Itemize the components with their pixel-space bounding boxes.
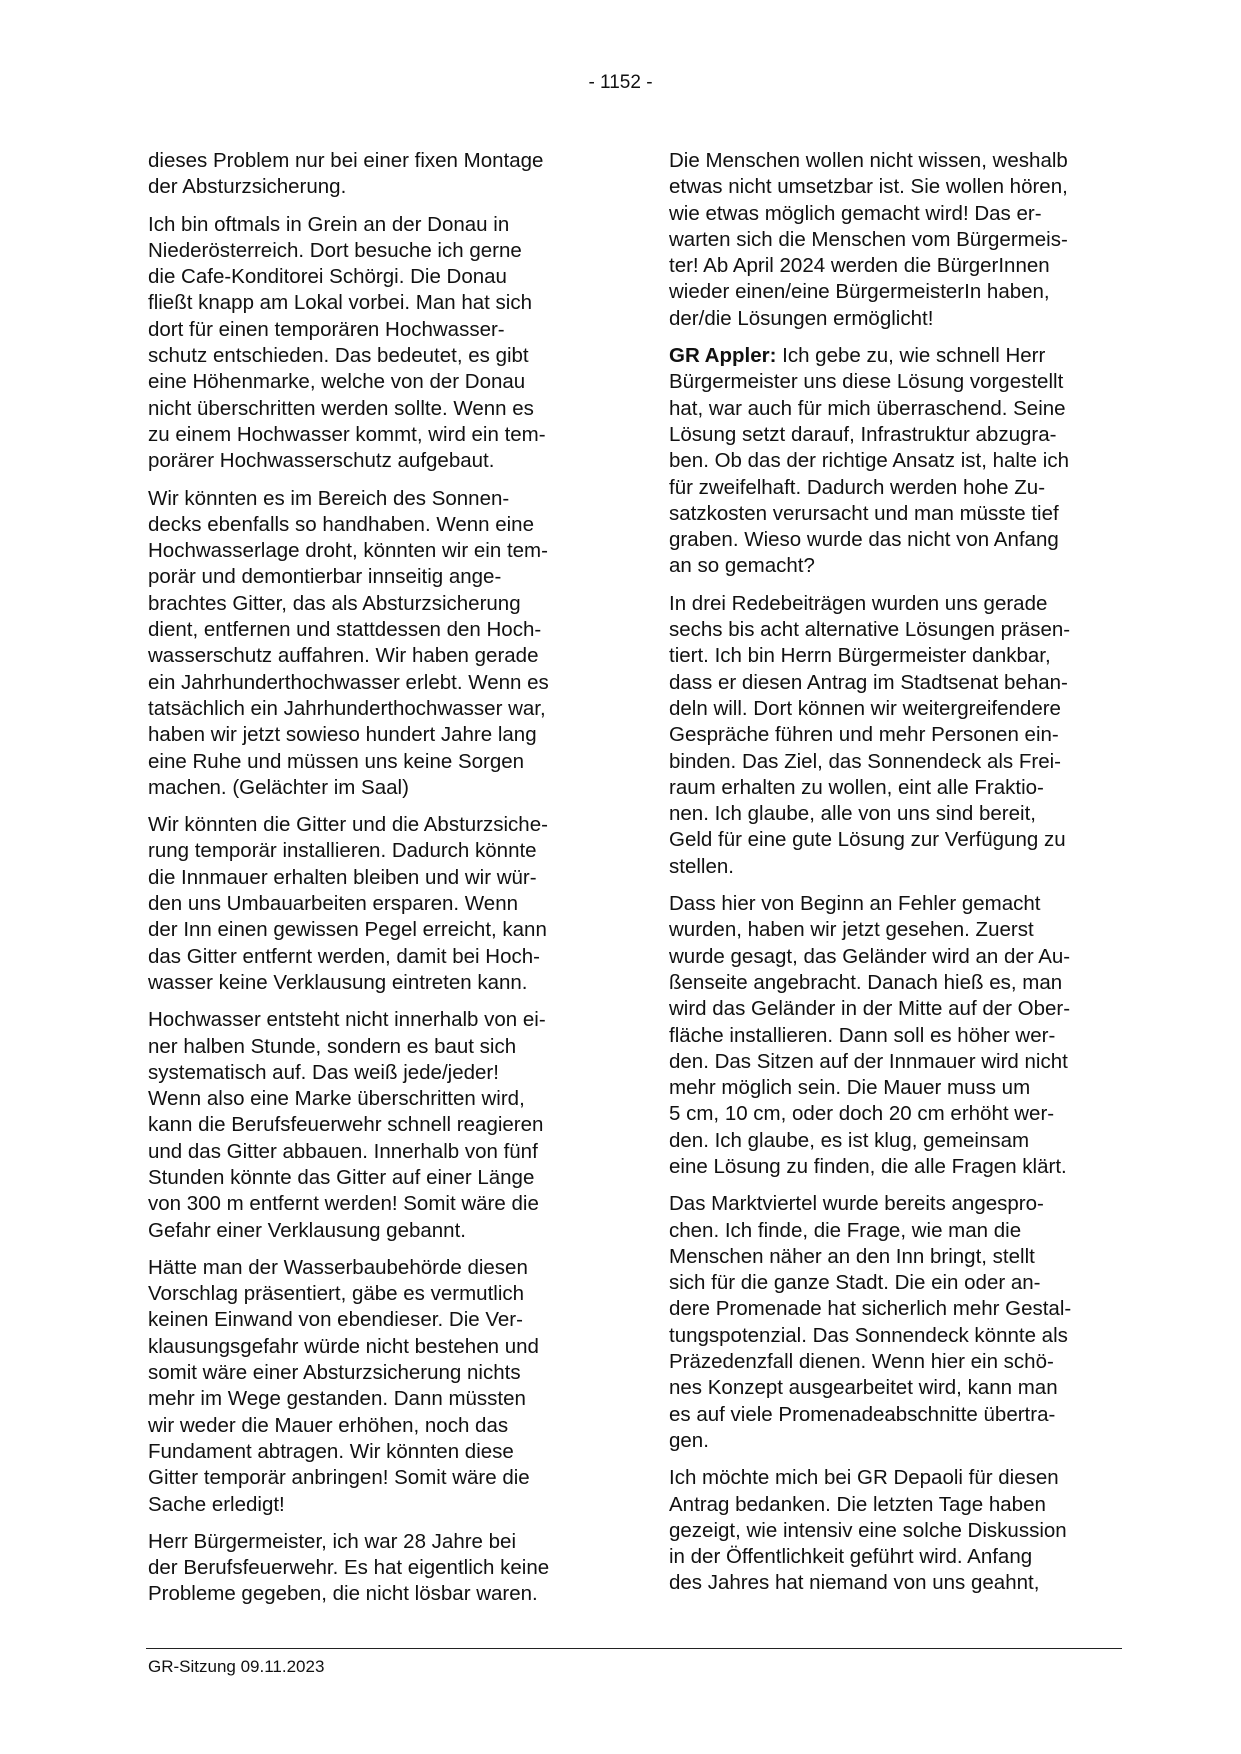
footer-divider <box>146 1648 1122 1649</box>
paragraph: dieses Problem nur bei einer fixen Montage der Absturzsicherung. <box>148 149 544 199</box>
speaker-paragraph <box>669 343 1121 580</box>
speaker-name: GR Appler: <box>669 344 777 368</box>
left-text-column <box>148 148 600 1619</box>
paragraph: Hochwasser entsteht nicht innerhalb von ei- ner halben Stunde, sondern es baut sich systematisch auf. Das weiß jede/jeder! Wenn also eine Marke überschritten wird, kann die Berufsfeuerwehr schnell reagieren und das Gitter abbauen. Innerhalb von fünf Stunden könnte das Gitter auf einer Länge von 300 m entfernt werden! Somit wäre die Gefahr einer Verklausung gebannt. <box>148 1008 546 1242</box>
paragraph: Herr Bürgermeister, ich war 28 Jahre bei der Berufsfeuerwehr. Es hat eigentlich keine Probleme gegeben, die nicht lösbar waren. <box>148 1529 550 1606</box>
paragraph: Hätte man der Wasserbaubehörde diesen Vorschlag präsentiert, gäbe es vermutlich keinen Einwand von ebendieser. Die Ver- klausungsgefahr würde nicht bestehen und somit wäre einer Absturzsicherung nichts mehr im Wege gestanden. Dann müssten wir weder die Mauer erhöhen, noch das Fundament abtragen. Wir könnten diese Gitter temporär anbringen! Somit wäre die Sache erledigt! <box>148 1255 539 1516</box>
speaker-text: Ich gebe zu, wie schnell Herr Bürgermeister uns diese Lösung vorgestellt hat, war auch für mich überraschend. Seine Lösung setzt darauf, Infrastruktur abzugra- ben. Ob das der richtige Ansatz ist, halte ich für zweifelhaft. Dadurch werden hohe Zu- satzkosten verursacht und man müsste tief graben. Wieso wurde das nicht von Anfang an so gemacht? <box>669 344 1069 578</box>
paragraph: Ich bin oftmals in Grein an der Donau in Niederösterreich. Dort besuche ich gerne die Cafe-Konditorei Schörgi. Die Donau fließt knapp am Lokal vorbei. Man hat sich dort für einen temporären Hochwasser- schutz entschieden. Das bedeutet, es gibt eine Höhenmarke, welche von der Donau nicht überschritten werden sollte. Wenn es zu einem Hochwasser kommt, wird ein tem- porärer Hochwasserschutz aufgebaut. <box>148 212 546 473</box>
paragraph: Ich möchte mich bei GR Depaoli für diesen Antrag bedanken. Die letzten Tage haben gezeigt, wie intensiv eine solche Diskussion in der Öffentlichkeit geführt wird. Anfang des Jahres hat niemand von uns geahnt, <box>669 1466 1067 1595</box>
footer-session-date: GR-Sitzung 09.11.2023 <box>148 1657 325 1676</box>
right-text-column <box>669 148 1121 1608</box>
paragraph: Wir könnten es im Bereich des Sonnen- decks ebenfalls so handhaben. Wenn eine Hochwasserlage droht, könnten wir ein tem- porär und demontierbar innseitig ange- brachtes Gitter, das als Absturzsicherung dient, entfernen und stattdessen den Hoch- wasserschutz auffahren. Wir haben gerade ein Jahrhunderthochwasser erlebt. Wenn es tatsächlich ein Jahrhunderthochwasser war, haben wir jetzt sowieso hundert Jahre lang eine Ruhe und müssen uns keine Sorgen machen. (Gelächter im Saal) <box>148 486 549 799</box>
page-number: - 1152 - <box>588 72 653 93</box>
paragraph: In drei Redebeiträgen wurden uns gerade sechs bis acht alternative Lösungen präsen- tiert. Ich bin Herrn Bürgermeister dankbar, dass er diesen Antrag im Stadtsenat behan- deln will. Dort können wir weitergreifendere Gespräche führen und mehr Personen ein- binden. Das Ziel, das Sonnendeck als Frei- raum erhalten zu wollen, eint alle Fraktio- nen. Ich glaube, alle von uns sind bereit, Geld für eine gute Lösung zur Verfügung zu stellen. <box>669 591 1071 878</box>
paragraph: Das Marktviertel wurde bereits angespro- chen. Ich finde, die Frage, wie man die Menschen näher an den Inn bringt, stellt sich für die ganze Stadt. Die ein oder an- dere Promenade hat sicherlich mehr Gestal- tungspotenzial. Das Sonnendeck könnte als Präzedenzfall dienen. Wenn hier ein schö- nes Konzept ausgearbeitet wird, kann man es auf viele Promenadeabschnitte übertra- gen. <box>669 1192 1072 1452</box>
paragraph: Wir könnten die Gitter und die Absturzsiche- rung temporär installieren. Dadurch könnte die Innmauer erhalten bleiben und wir wür- den uns Umbauarbeiten ersparen. Wenn der Inn einen gewissen Pegel erreicht, kann das Gitter entfernt werden, damit bei Hoch- wasser keine Verklausung eintreten kann. <box>148 813 548 994</box>
paragraph: Dass hier von Beginn an Fehler gemacht wurden, haben wir jetzt gesehen. Zuerst wurde gesagt, das Geländer wird an der Au- ßenseite angebracht. Danach hieß es, man wird das Geländer in der Mitte auf der Ober- fläche installieren. Dann soll es höher wer- den. Das Sitzen auf der Innmauer wird nicht mehr möglich sein. Die Mauer muss um 5 cm, 10 cm, oder doch 20 cm erhöht wer- den. Ich glaube, es ist klug, gemeinsam eine Lösung zu finden, die alle Fragen klärt. <box>669 892 1071 1178</box>
paragraph: Die Menschen wollen nicht wissen, weshalb etwas nicht umsetzbar ist. Sie wollen hören, wie etwas möglich gemacht wird! Das er- warten sich die Menschen vom Bürgermeis- ter! Ab April 2024 werden die BürgerInnen wieder einen/eine BürgermeisterIn haben, der/die Lösungen ermöglicht! <box>669 149 1068 330</box>
